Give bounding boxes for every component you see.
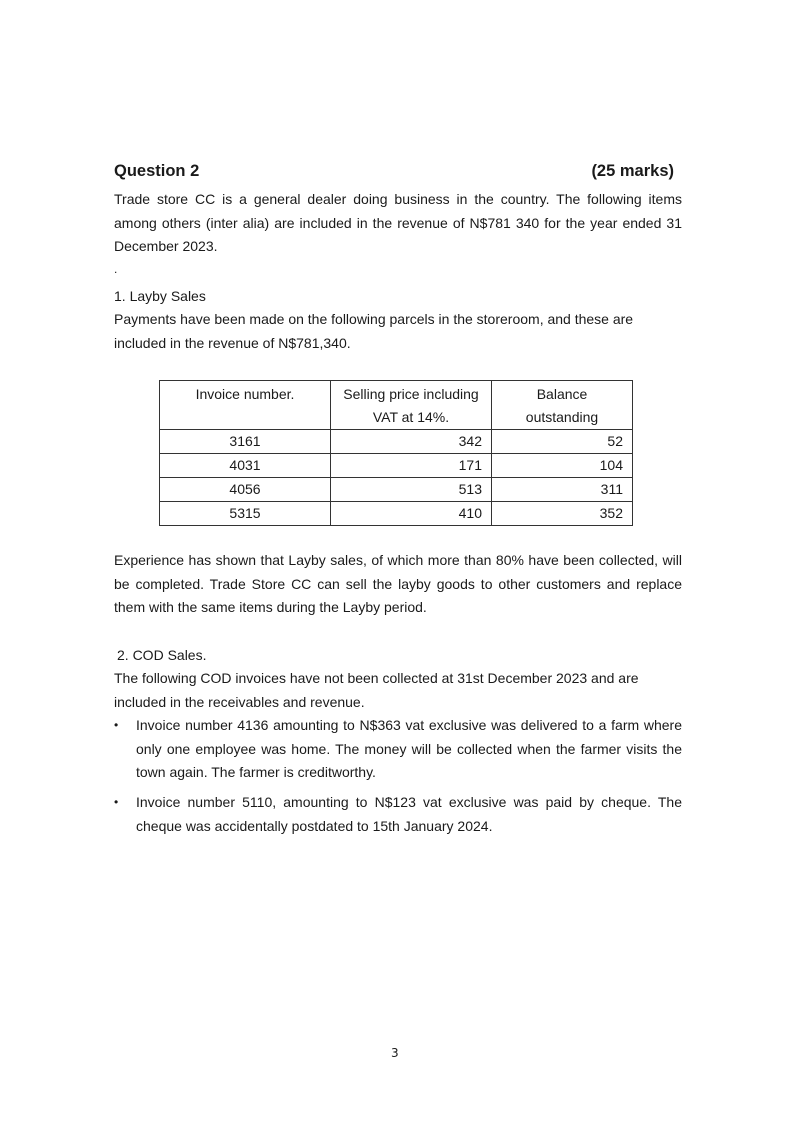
invoice-number-cell: 4056 xyxy=(160,478,331,502)
layby-text: Payments have been made on the following parcels in the storeroom, and these are included in the revenue of N$781,340. xyxy=(114,311,634,351)
selling-price-cell: 513 xyxy=(331,478,492,502)
selling-price-cell: 410 xyxy=(331,502,492,526)
cod-text: The following COD invoices have not been collected at 31st December 2023 and are included in the receivables and revenue. xyxy=(114,670,639,710)
balance-cell: 104 xyxy=(492,454,633,478)
balance-cell: 311 xyxy=(492,478,633,502)
table-header-row xyxy=(160,381,633,430)
bullet-icon: • xyxy=(114,718,119,732)
table-row xyxy=(160,430,633,454)
invoice-number-cell: 5315 xyxy=(160,502,331,526)
stray-mark: . xyxy=(114,262,118,276)
layby-table xyxy=(159,380,633,526)
layby-heading: 1. Layby Sales xyxy=(114,288,206,304)
table-row xyxy=(160,478,633,502)
cod-heading: 2. COD Sales. xyxy=(117,647,207,663)
invoice-number-cell: 3161 xyxy=(160,430,331,454)
selling-price-cell: 171 xyxy=(331,454,492,478)
invoice-number-cell: 4031 xyxy=(160,454,331,478)
table-row xyxy=(160,454,633,478)
question-title: Question 2 xyxy=(114,162,200,180)
list-item xyxy=(114,791,682,839)
balance-cell: 52 xyxy=(492,430,633,454)
balance-cell: 352 xyxy=(492,502,633,526)
selling-price-cell: 342 xyxy=(331,430,492,454)
column-header: Invoice number. xyxy=(160,381,331,430)
list-item xyxy=(114,714,682,786)
intro-paragraph: Trade store CC is a general dealer doing business in the country. The following items among others (inter alia) are included in the revenue of N$781 340 for the year ended 31 December 2023. xyxy=(114,191,682,254)
bullet-icon: • xyxy=(114,795,119,809)
column-header: Balance outstanding xyxy=(492,381,633,430)
page-number: 3 xyxy=(391,1046,399,1060)
layby-experience: Experience has shown that Layby sales, of which more than 80% have been collected, will be completed. Trade Store CC can sell the layby goods to other customers and replace them with the same items during the Layby period. xyxy=(114,552,682,615)
table-row xyxy=(160,502,633,526)
bullet-text: Invoice number 4136 amounting to N$363 vat exclusive was delivered to a farm where only one employee was home. The money will be collected when the farmer visits the town again. The farmer is creditworthy. xyxy=(136,717,682,780)
bullet-text: Invoice number 5110, amounting to N$123 vat exclusive was paid by cheque. The cheque was accidentally postdated to 15th January 2024. xyxy=(136,794,682,834)
question-marks: (25 marks) xyxy=(591,162,674,180)
column-header: Selling price including VAT at 14%. xyxy=(331,381,492,430)
